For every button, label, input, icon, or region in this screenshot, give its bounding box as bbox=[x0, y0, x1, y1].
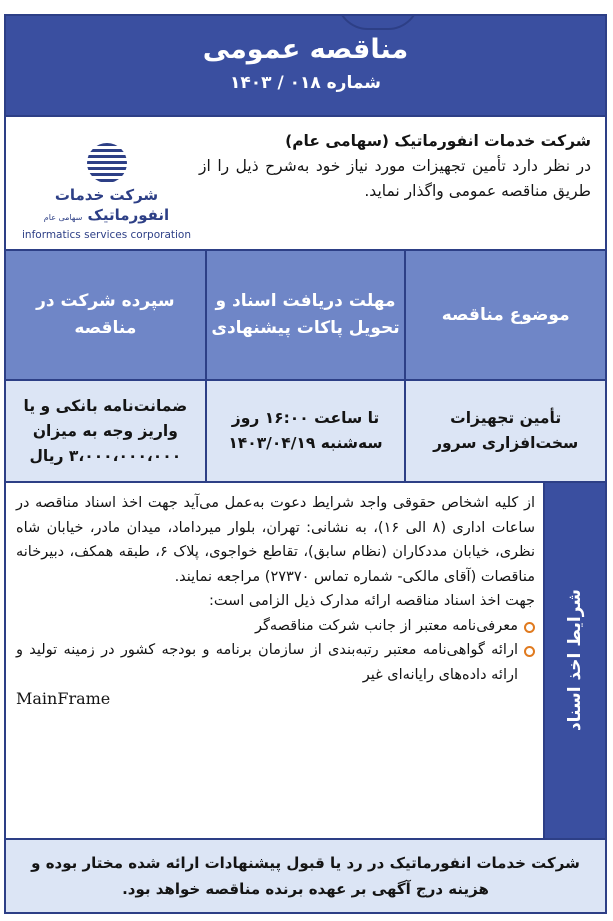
globe-stripes-icon bbox=[81, 141, 133, 185]
conditions-paragraph: از کلیه اشخاص حقوقی واجد شرایط دعوت به‌عمل می‌آید جهت اخذ اسناد مناقصه در ساعات اداری (۸ الی ۱۶)، به نشانی: تهران، بلوار میرداماد، میدان مادر، خیابان شاه نظری، خیابان مددکاران (نظام سابق)، تقاطع خواجوی، پلاک ۶، طبقه همکف، دبیرخانه مناقصات (آقای مالکی- شماره تماس ۲۷۳۷۰) مراجعه نمایند. bbox=[16, 495, 535, 585]
logo-name-en: informatics services corporation bbox=[22, 229, 191, 241]
intro-section bbox=[6, 117, 605, 251]
notice-number: شماره ۰۱۸ / ۱۴۰۳ bbox=[230, 73, 381, 93]
list-item bbox=[16, 638, 535, 687]
bullet-text: ارائه گواهی‌نامه معتبر رتبه‌بندی از سازمان برنامه و بودجه کشور در زمینه تولید و ارائه داده‌های رایانه‌ای غیر bbox=[16, 642, 518, 683]
cell-deadline: تا ساعت ۱۶:۰۰ روز سه‌شنبه ۱۴۰۳/۰۴/۱۹ bbox=[206, 380, 406, 482]
notice-footer: شرکت خدمات انفورماتیک در رد یا قبول پیشنهادات ارائه شده مختار بوده و هزینه درج آگهی بر عهده برنده مناقصه خواهد بود. bbox=[6, 840, 605, 914]
conditions-section bbox=[6, 483, 605, 840]
conditions-body bbox=[16, 491, 535, 712]
bullet-text: معرفی‌نامه معتبر از جانب شرکت مناقصه‌گر bbox=[254, 617, 518, 634]
cell-deposit: ضمانت‌نامه بانکی و یا واریز وجه به میزان ۳،۰۰۰،۰۰۰،۰۰۰ ریال bbox=[6, 380, 206, 482]
cell-subject: تأمین تجهیزات سخت‌افزاری سرور bbox=[405, 380, 605, 482]
company-logo bbox=[14, 141, 199, 241]
header-deadline: مهلت دریافت اسناد و تحویل پاکات پیشنهادی bbox=[206, 251, 406, 380]
table-row bbox=[6, 380, 605, 482]
bullet-tail: MainFrame bbox=[16, 689, 111, 708]
company-name: شرکت خدمات انفورماتیک (سهامی عام) bbox=[285, 132, 591, 150]
header-subject: موضوع مناقصه bbox=[405, 251, 605, 380]
logo-name-fa: شرکت خدمات انفورماتیک سهامی عام bbox=[43, 186, 170, 224]
header-deposit: سپرده شرکت در مناقصه bbox=[6, 251, 206, 380]
intro-text-block bbox=[199, 129, 591, 204]
bullet-icon bbox=[524, 646, 535, 657]
intro-description: در نظر دارد تأمین تجهیزات مورد نیاز خود به‌شرح ذیل را از طریق مناقصه عمومی واگذار نماید. bbox=[199, 157, 591, 200]
list-item bbox=[16, 614, 535, 639]
tender-notice bbox=[4, 14, 607, 914]
requirements-intro: جهت اخذ اسناد مناقصه ارائه مدارک ذیل الزامی است: bbox=[209, 593, 535, 609]
table-header-row bbox=[6, 251, 605, 380]
conditions-side-label: شرایط اخذ اسناد bbox=[543, 483, 605, 838]
notice-title: مناقصه عمومی bbox=[202, 34, 409, 65]
bullet-icon bbox=[524, 622, 535, 633]
notice-header bbox=[6, 16, 605, 117]
tender-table bbox=[6, 251, 605, 483]
